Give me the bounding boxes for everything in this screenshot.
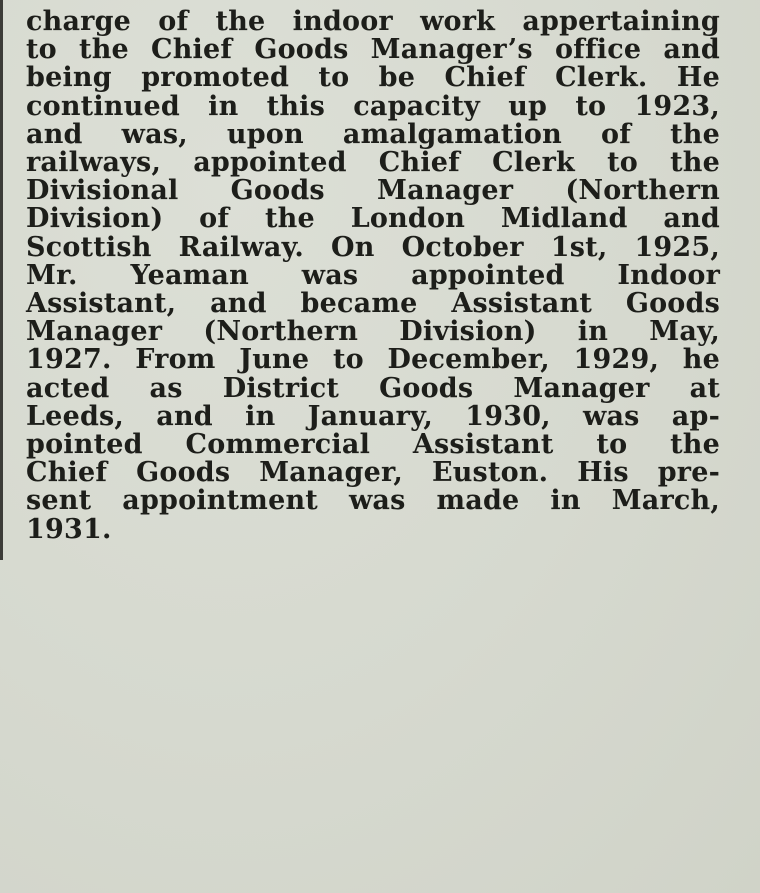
article-line: Mr. Yeaman was appointed Indoor: [26, 259, 720, 291]
article-line: Divisional Goods Manager (Northern: [26, 175, 720, 207]
column-rule: [0, 0, 3, 560]
article-line: acted as District Goods Manager at: [26, 372, 720, 404]
article-line: continued in this capacity up to 1923,: [26, 90, 720, 122]
article-line: Scottish Railway. On October 1st, 1925,: [26, 231, 720, 263]
article-line: to the Chief Goods Manager’s office and: [26, 34, 720, 66]
article-line: Assistant, and became Assistant Goods: [26, 288, 720, 320]
article-line: Leeds, and in January, 1930, was ap-: [26, 400, 720, 432]
article-line: 1927. From June to December, 1929, he: [26, 344, 720, 376]
article-text: [26, 8, 720, 544]
article-line: sent appointment was made in March,: [26, 485, 720, 517]
article-line: being promoted to be Chief Clerk. He: [26, 62, 720, 94]
article-line: 1931.: [26, 513, 112, 545]
article-line: railways, appointed Chief Clerk to the: [26, 147, 720, 179]
article-line: Chief Goods Manager, Euston. His pre-: [26, 457, 720, 489]
article-line: Division) of the London Midland and: [26, 203, 720, 235]
article-line: charge of the indoor work appertaining: [26, 6, 720, 37]
article-line: pointed Commercial Assistant to the: [26, 429, 720, 461]
article-line: and was, upon amalgamation of the: [26, 118, 720, 150]
article-line: Manager (Northern Division) in May,: [26, 316, 720, 348]
